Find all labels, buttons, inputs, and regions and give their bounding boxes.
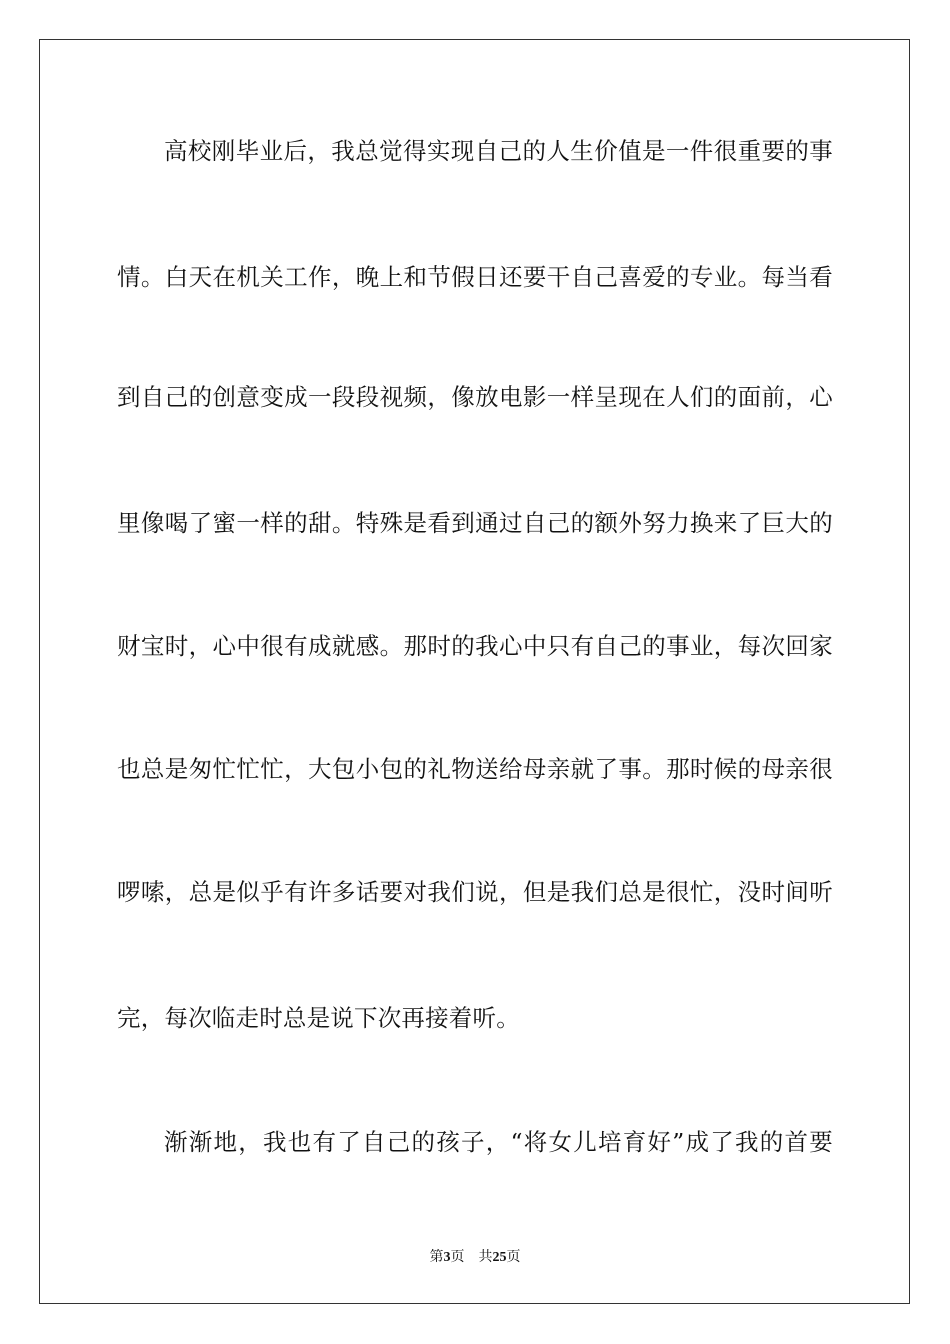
page-number: 3 [443,1250,451,1265]
paragraph-line: 也总是匆忙忙忙，大包小包的礼物送给母亲就了事。那时候的母亲很 [117,755,833,783]
paragraph-line: 高校刚毕业后，我总觉得实现自己的人生价值是一件很重要的事 [164,137,833,165]
paragraph-line: 里像喝了蜜一样的甜。特殊是看到通过自己的额外努力换来了巨大的 [117,509,833,537]
paragraph-line: 渐渐地，我也有了自己的孩子，“将女儿培育好”成了我的首要 [164,1128,833,1156]
paragraph-line: 完，每次临走时总是说下次再接着听。 [117,1004,520,1032]
page-prefix: 第 [429,1249,444,1265]
page-suffix: 页 [450,1249,465,1265]
paragraph-line: 情。白天在机关工作，晚上和节假日还要干自己喜爱的专业。每当看 [117,263,833,291]
paragraph-line: 财宝时，心中很有成就感。那时的我心中只有自己的事业，每次回家 [117,632,833,660]
paragraph-line: 到自己的创意变成一段段视频，像放电影一样呈现在人们的面前，心 [117,383,833,411]
paragraph-line: 啰嗦，总是似乎有许多话要对我们说，但是我们总是很忙，没时间听 [117,878,833,906]
page-footer [0,1248,950,1267]
total-prefix: 共 [478,1249,493,1265]
total-suffix: 页 [506,1249,521,1265]
page-border [39,39,910,1304]
total-pages: 25 [492,1250,507,1265]
